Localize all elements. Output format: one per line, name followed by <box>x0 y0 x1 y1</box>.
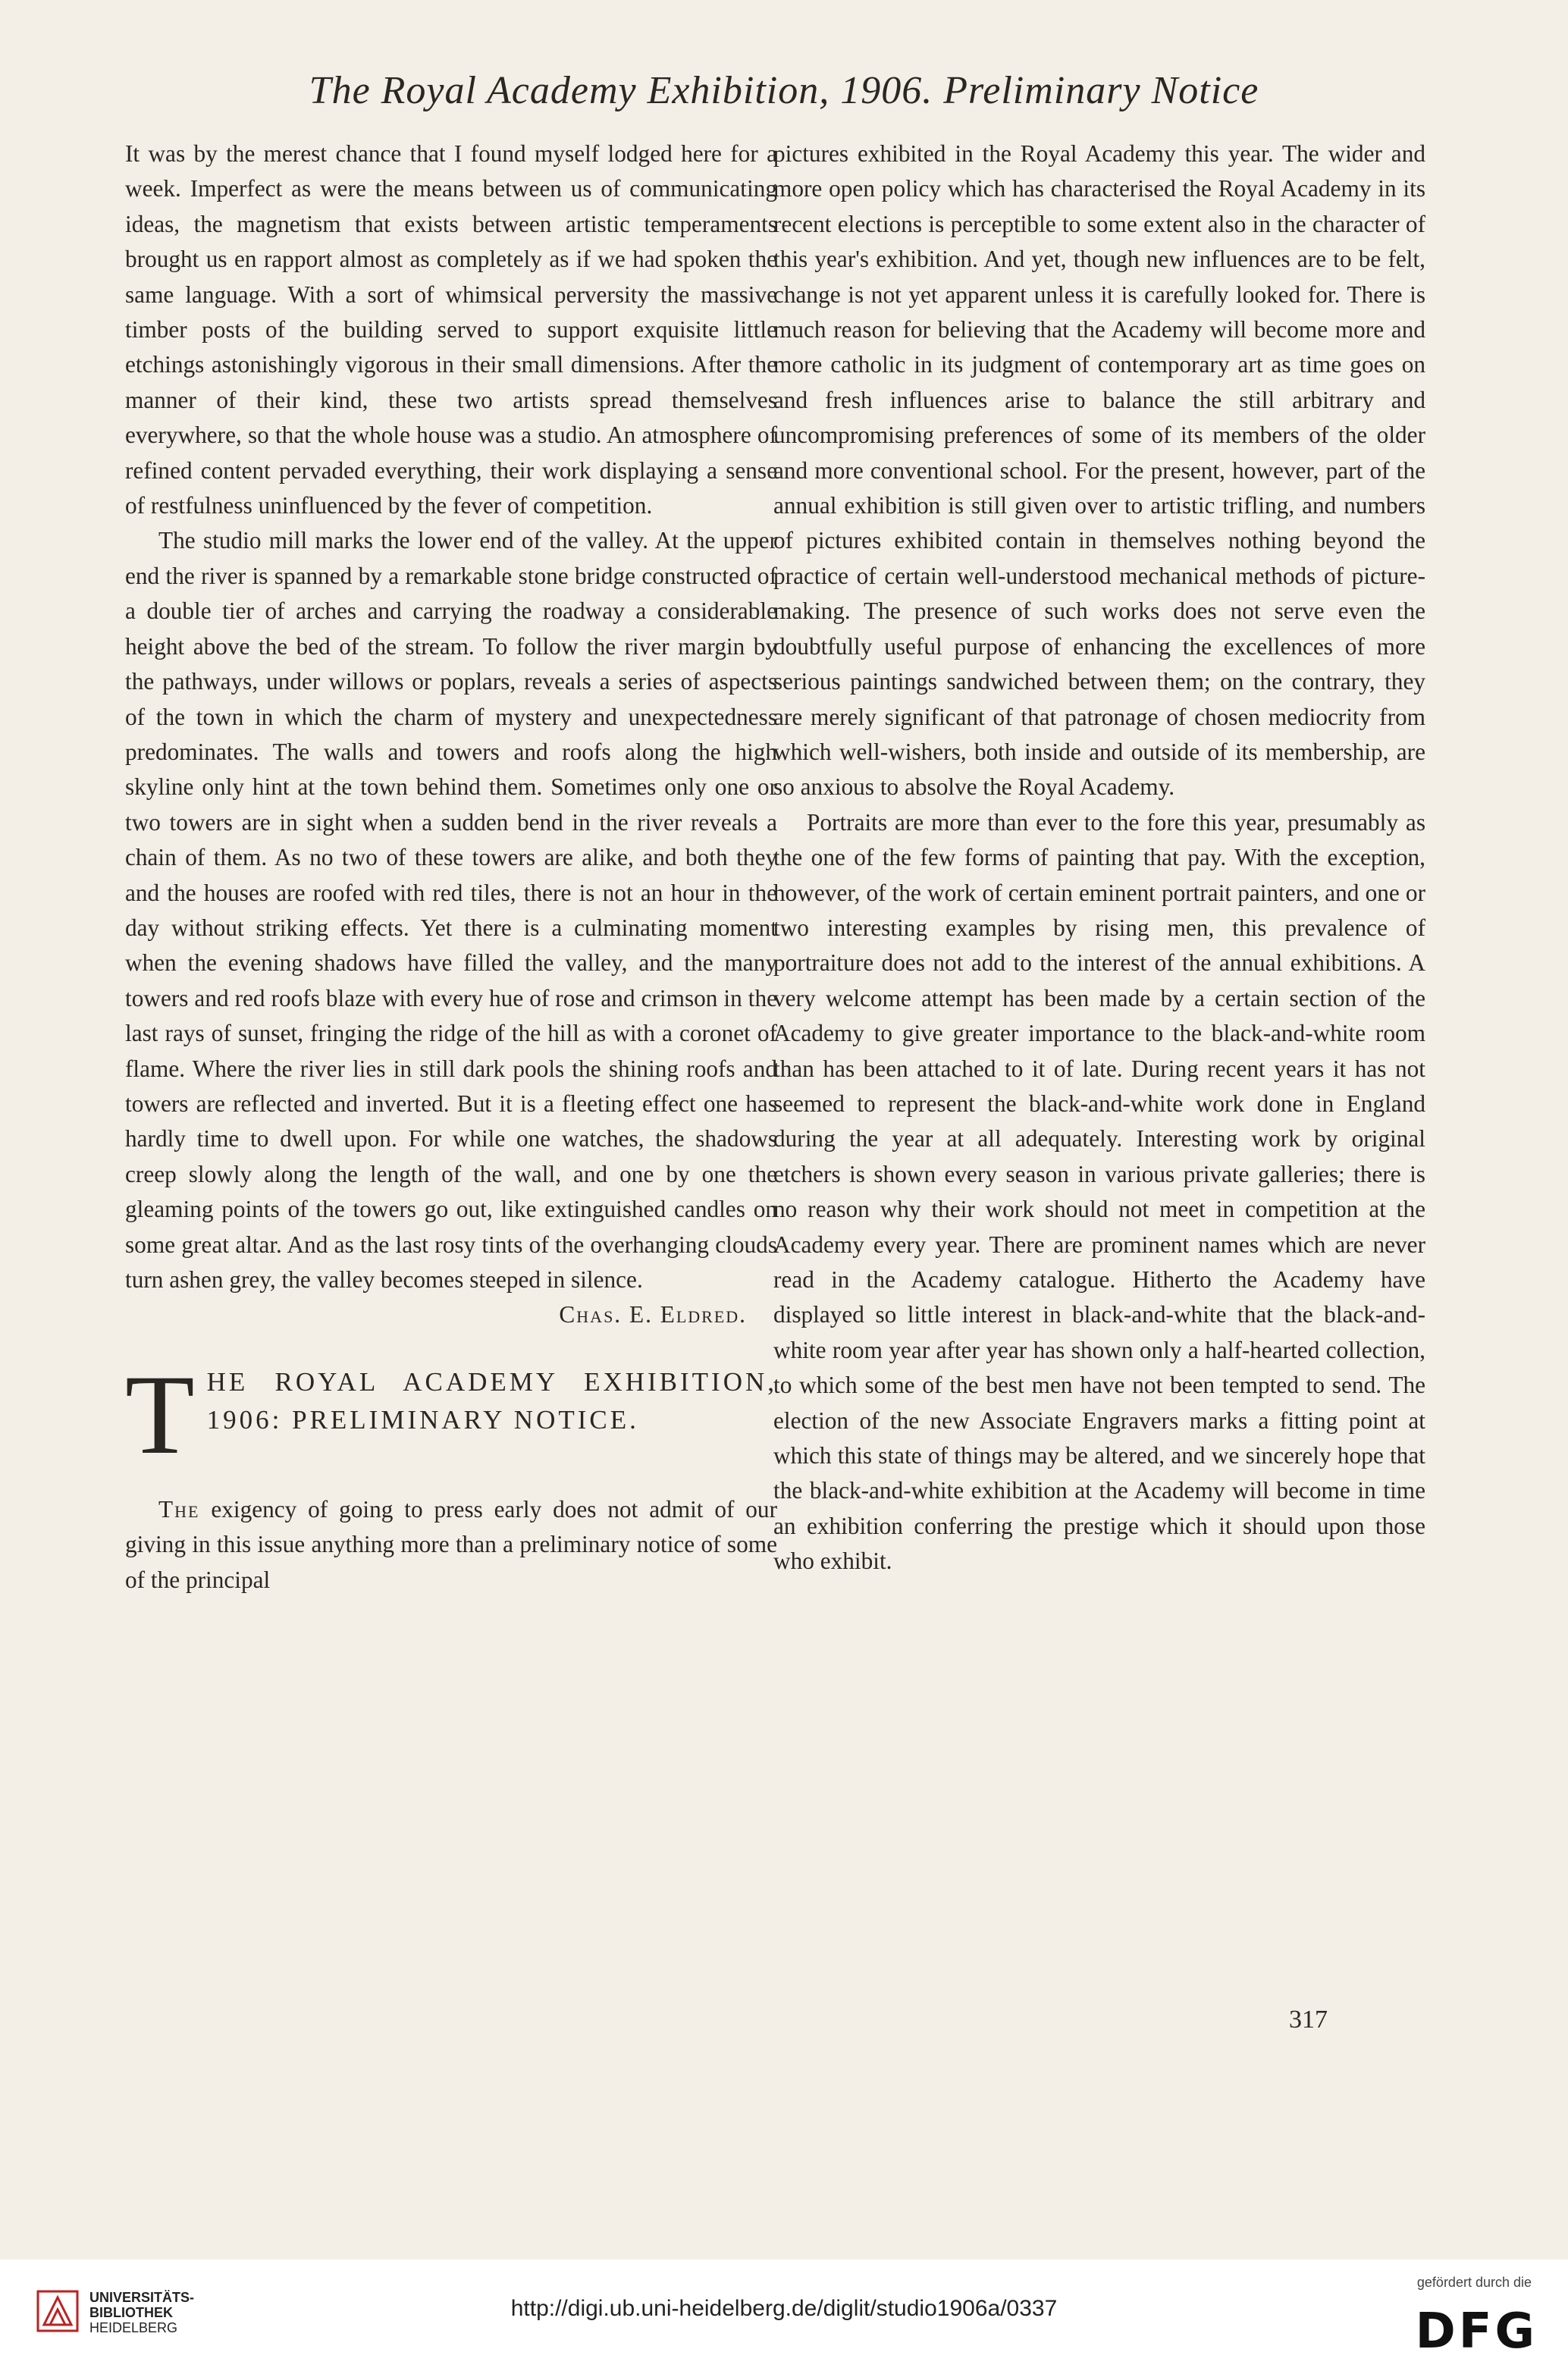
author-signature: Chas. E. Eldred. <box>559 1301 747 1328</box>
paragraph: pictures exhibited in the Royal Academy this year. The wider and more open policy which has characterised the Royal Academy in its recent elections is perceptible to some extent also in the character of this year's exhibition. And yet, though new influences are to be felt, change is not yet apparent unless it is carefully looked for. There is much reason for believing that the Academy will become more and more catholic in its judgment of contemporary art as time goes on and fresh influences arise to balance the still arbitrary and uncompromising preferences of some of its members of the older and more conventional school. For the present, however, part of the annual exhibition is still given over to artistic trifling, and numbers of pictures exhibited contain in themselves nothing beyond the practice of certain well-understood mechanical methods of picture-making. The presence of such works does not serve even the doubtfully useful purpose of enhancing the excellences of more serious paintings sandwiched between them; on the contrary, they are merely significant of that patronage of chosen mediocrity from which well-wishers, both inside and outside of its membership, are so anxious to absolve the Royal Academy. <box>773 140 1425 801</box>
drop-cap: T <box>125 1351 195 1478</box>
sponsor-caption: gefördert durch die <box>1416 2275 1532 2290</box>
permalink-url[interactable]: http://digi.ub.uni-heidelberg.de/diglit/studio1906a/0337 <box>510 2296 1058 2321</box>
institution-line: UNIVERSITÄTS- <box>89 2290 195 2305</box>
dfg-logo: DFG <box>1415 2304 1538 2360</box>
article-title: HE ROYAL ACADEMY EXHIBITION, 1906: PRELIMINARY NOTICE. <box>206 1366 777 1435</box>
paragraph: Portraits are more than ever to the fore this year, presumably as the one of the few forms of painting that pay. With the exception, however, of the work of certain eminent portrait painters, and one or two interesting examples by rising men, this prevalence of portraiture does not add to the interest of the annual exhibitions. A very welcome attempt has been made by a certain section of the Academy to give greater importance to the black-and-white room than has been attached to it of late. During recent years it has not seemed to represent the black-and-white work done in England during the year at all adequately. Interesting work by original etchers is shown every season in various private galleries; there is no reason why their work should not meet in competition at the Academy every year. There are prominent names which are never read in the Academy catalogue. Hitherto the Academy have displayed so little interest in black-and-white that the black-and-white room year after year has shown only a half-hearted collection, to which some of the best men have not been tempted to send. The election of the new Associate Engravers marks a fitting point at which this state of things may be altered, and we sincerely hope that the black-and-white exhibition at the Academy will become in time an exhibition conferring the prestige which it should upon those who exhibit. <box>773 808 1425 1575</box>
paragraph: The studio mill marks the lower end of the valley. At the upper end the river is spanned by a remarkable stone bridge constructed of a double tier of arches and carrying the roadway a considerable height above the bed of the stream. To follow the river margin by the pathways, under willows or poplars, reveals a series of aspects of the town in which the charm of mystery and unexpectedness predominates. The walls and towers and roofs along the high skyline only hint at the town behind them. Sometimes only one or two towers are in sight when a sudden bend in the river reveals a chain of them. As no two of these towers are alike, and both they and the houses are roofed with red tiles, there is not an hour in the day without striking effects. Yet there is a culminating moment when the evening shadows have filled the valley, and the many towers and red roofs blaze with every hue of rose and crimson in the last rays of sunset, fringing the ridge of the hill as with a coronet of flame. Where the river lies in still dark pools the shining roofs and towers are reflected and inverted. But it is a fleeting effect one has hardly time to dwell upon. For while one watches, the shadows creep slowly along the length of the wall, and one by one the gleaming points of the towers go out, like extinguished candles on some great altar. And as the last rosy tints of the overhanging clouds turn ashen grey, the valley becomes steeped in silence. <box>125 527 777 1293</box>
lead-in: The <box>158 1495 200 1523</box>
paragraph <box>125 1492 777 1598</box>
right-column <box>773 136 1425 1579</box>
article-heading <box>125 1351 777 1492</box>
running-title: The Royal Academy Exhibition, 1906. Preliminary Notice <box>309 69 1259 112</box>
page-number: 317 <box>1289 2006 1328 2034</box>
footer-bar <box>0 2260 1568 2371</box>
institution-line: HEIDELBERG <box>89 2320 178 2335</box>
paragraph-text: exigency of going to press early does not admit of our giving in this issue anything more than a preliminary notice of some of the principal <box>125 1495 777 1593</box>
left-column <box>125 136 777 1598</box>
institution-line: BIBLIOTHEK <box>89 2305 173 2320</box>
paragraph: It was by the merest chance that I found myself lodged here for a week. Imperfect as were the means between us of communicating ideas, the magnetism that exists between artistic temperaments brought us en rapport almost as completely as if we had spoken the same language. With a sort of whimsical perversity the massive timber posts of the building served to support exquisite little etchings astonishingly vigorous in their small dimensions. After the manner of their kind, these two artists spread themselves everywhere, so that the whole house was a studio. An atmosphere of refined content pervaded everything, their work displaying a sense of restfulness uninfluenced by the fever of competition. <box>125 140 777 519</box>
